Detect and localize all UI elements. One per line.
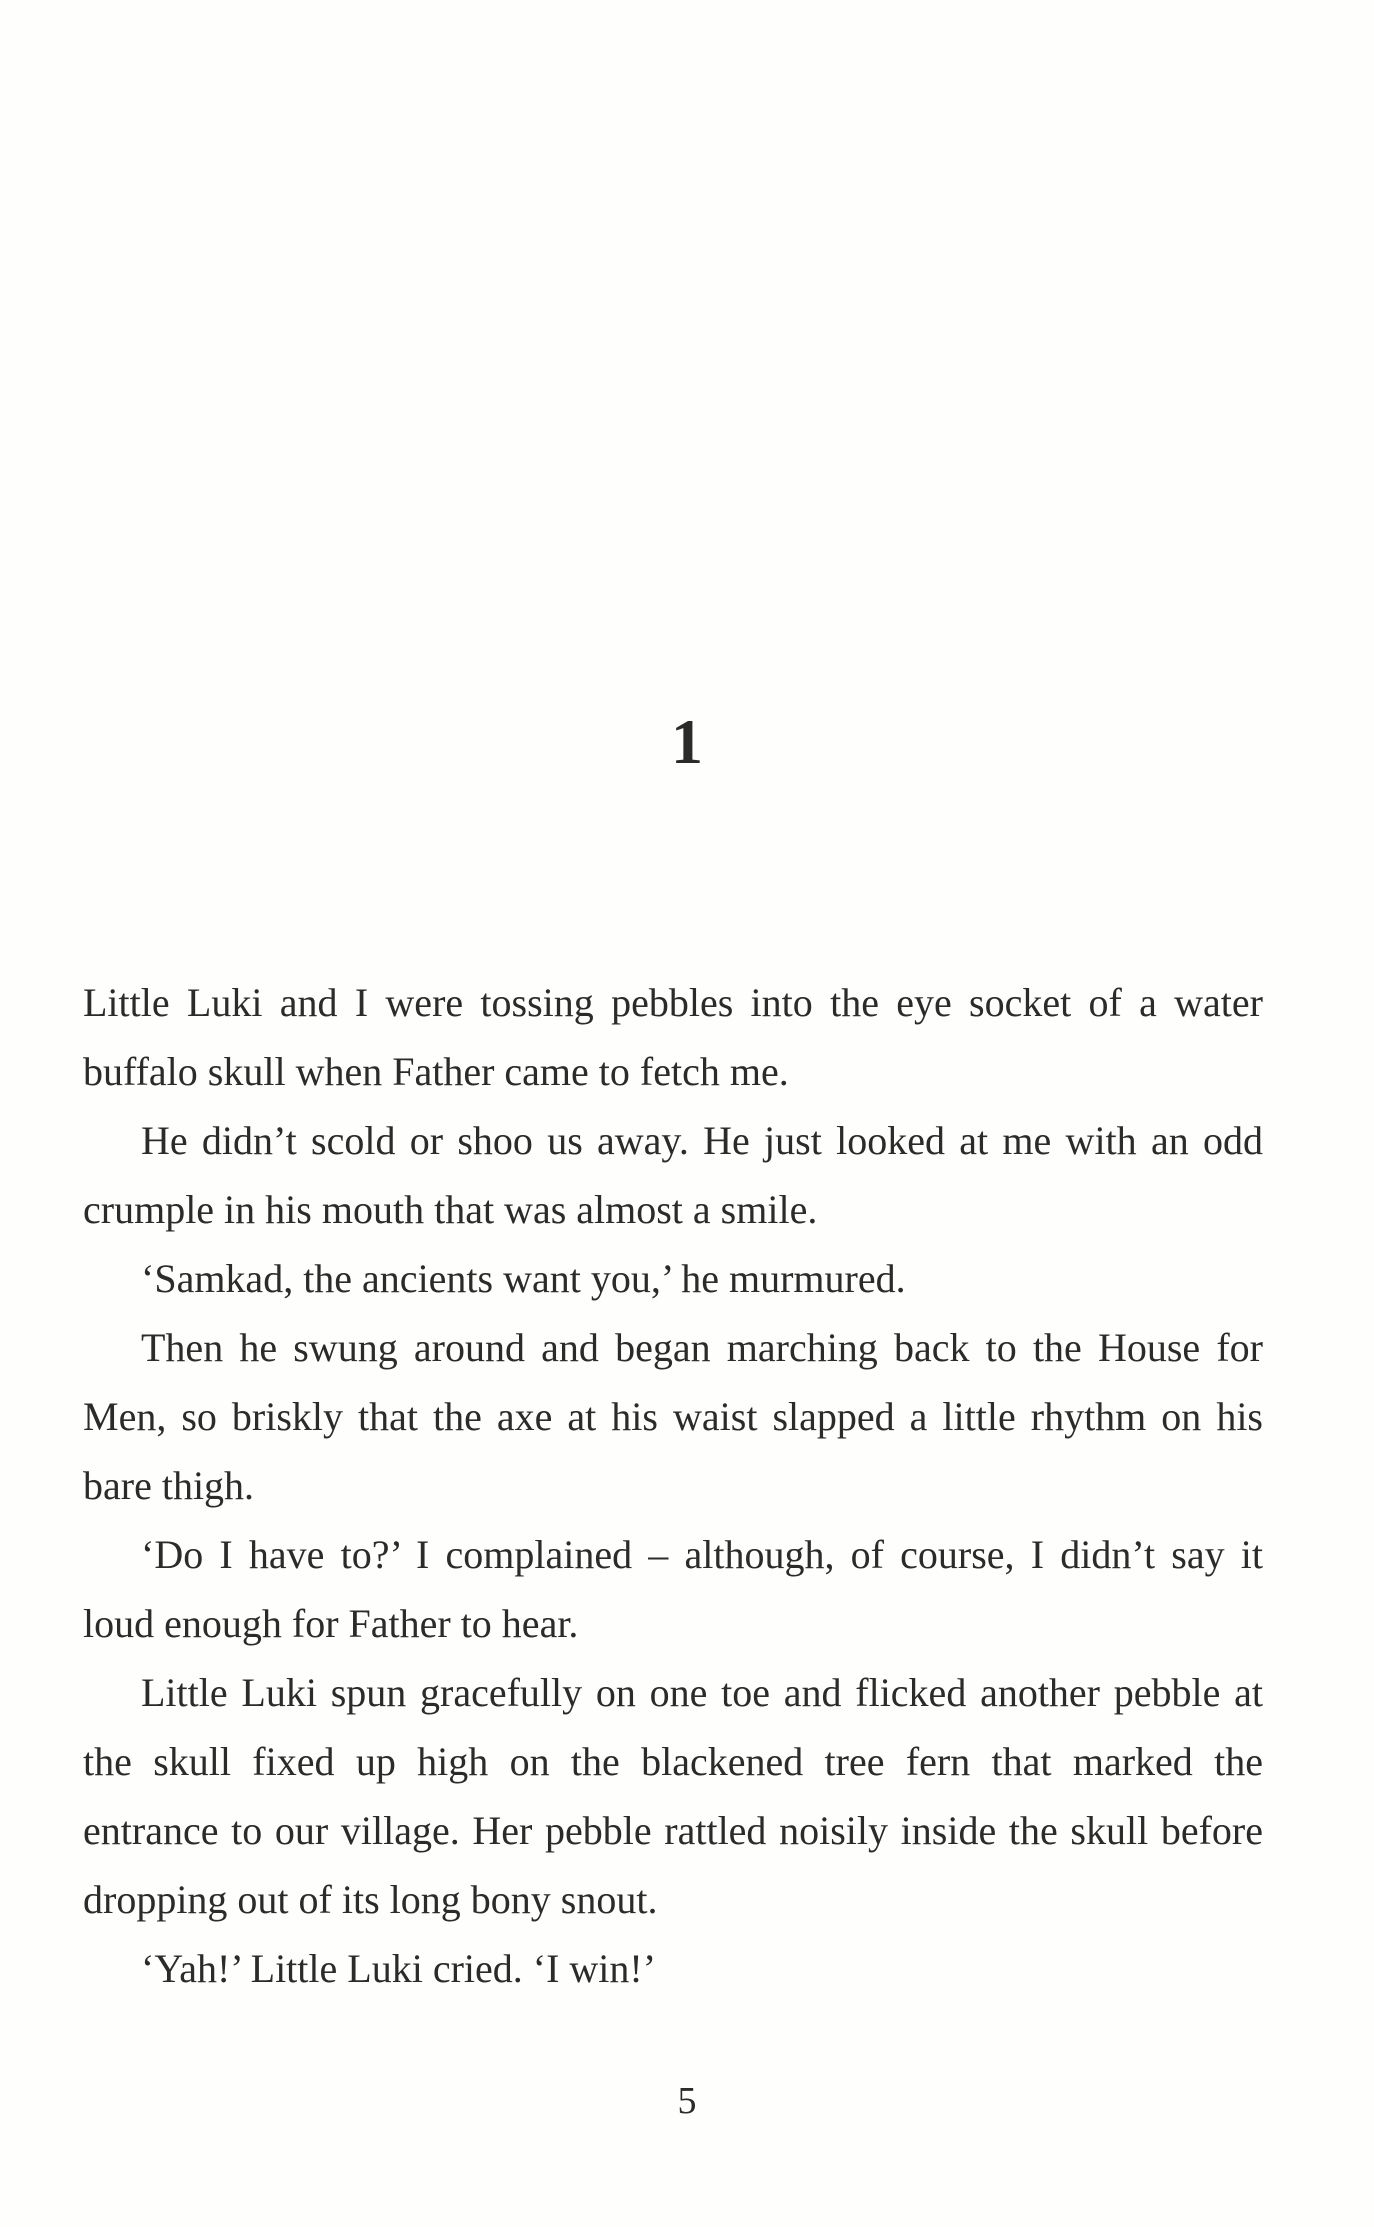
chapter-body xyxy=(83,968,1263,2003)
paragraph: Then he swung around and began marching back to the House for Men, so briskly that the axe at his waist slapped a little rhythm on his bare thigh. xyxy=(83,1325,1263,1508)
paragraph: ‘Do I have to?’ I complained – although, of course, I didn’t say it loud enough for Father to hear. xyxy=(83,1532,1263,1646)
paragraph: He didn’t scold or shoo us away. He just looked at me with an odd crumple in his mouth that was almost a smile. xyxy=(83,1118,1263,1232)
paragraph: ‘Samkad, the ancients want you,’ he murmured. xyxy=(141,1256,906,1301)
page-number: 5 xyxy=(677,2080,697,2122)
chapter-number: 1 xyxy=(671,706,703,777)
paragraph: ‘Yah!’ Little Luki cried. ‘I win!’ xyxy=(141,1946,657,1991)
paragraph: Little Luki and I were tossing pebbles into the eye socket of a water buffalo skull when Father came to fetch me. xyxy=(83,980,1263,1094)
paragraph: Little Luki spun gracefully on one toe and flicked another pebble at the skull fixed up high on the blackened tree fern that marked the entrance to our village. Her pebble rattled noisily inside the skull before dropping out of its long bony snout. xyxy=(83,1670,1263,1922)
